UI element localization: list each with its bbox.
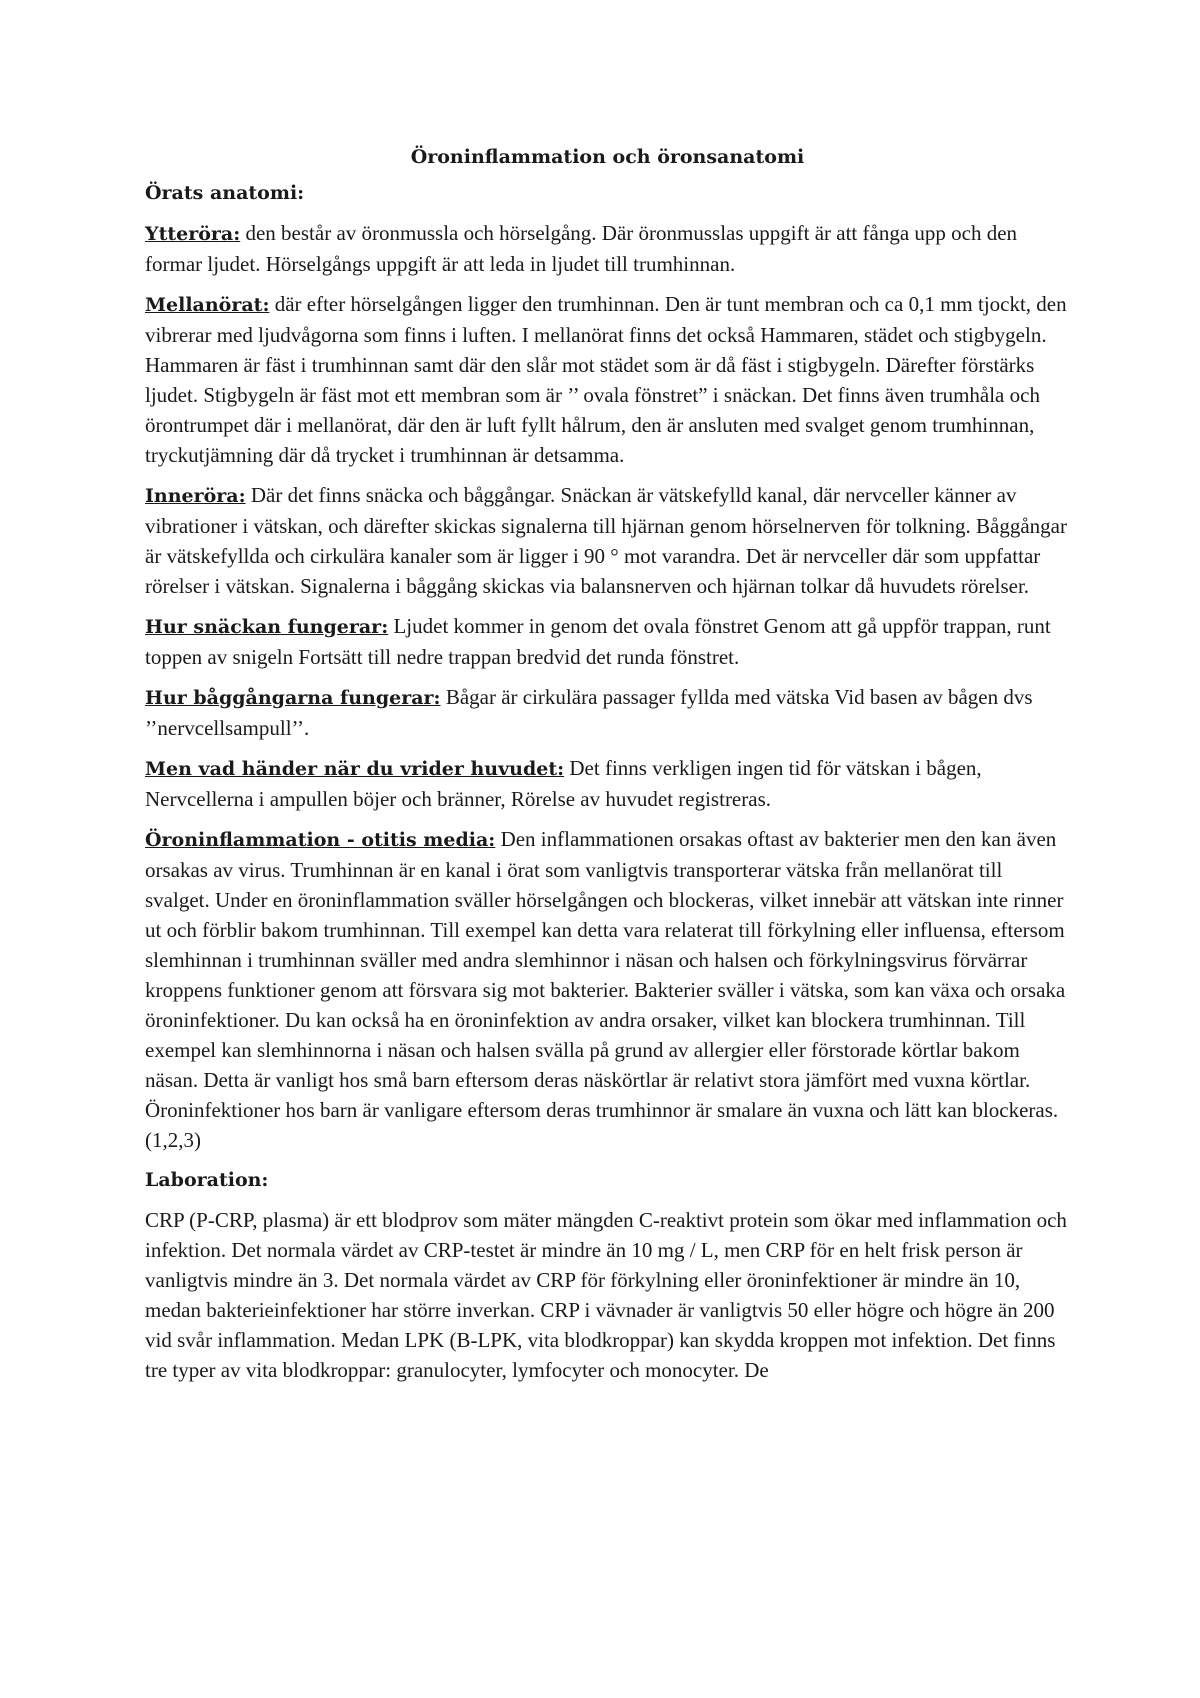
paragraph-text: där efter hörselgången ligger den trumhinnan. Den är tunt membran och ca 0,1 mm tjockt, den vibrerar med ljudvågorna som finns i luften. I mellanörat finns det också Hammaren, städet och stigbygeln. Hammaren är fäst i trumhinnan samt där den slår mot städet som är då fäst i stigbygeln. Därefter förstärks ljudet. Stigbygeln är fäst mot ett membran som är ’’ ovala fönstret” i snäckan. Det finns även trumhåla och örontrumpet där i mellanörat, där den är luft fyllt hålrum, den är ansluten med svalget genom trumhinnan, tryckutjämning där då trycket i trumhinnan är detsamma. <box>145 292 1067 467</box>
paragraph-text: Den inflammationen orsakas oftast av bakterier men den kan även orsakas av virus. Trumhinnan är en kanal i örat som vanligtvis transporterar vätska från mellanörat till svalget. Under en öroninflammation sväller hörselgången och blockeras, vilket innebär att vätskan inte rinner ut och förblir bakom trumhinnan. Till exempel kan detta vara relaterat till förkylning eller influensa, eftersom slemhinnan i trumhinnan sväller med andra slemhinnor i näsan och halsen och förkylningsvirus förvärrar kroppens funktioner genom att försvara sig mot bakterier. Bakterier sväller i vätska, som kan växa och orsaka öroninfektioner. Du kan också ha en öroninfektion av andra orsaker, vilket kan blockera trumhinnan. Till exempel kan slemhinnorna i näsan och halsen svälla på grund av allergier eller förstorade körtlar bakom näsan. Detta är vanligt hos små barn eftersom deras näskörtlar är relativt stora jämfört med vuxna körtlar. Öroninfektioner hos barn är vanligare eftersom deras trumhinnor är smalare än vuxna och lätt kan blockeras. (1,2,3) <box>145 827 1066 1152</box>
paragraph-lead: Ytteröra: <box>145 223 241 245</box>
paragraph-otitis-media <box>145 824 1070 1155</box>
paragraph-text: Där det finns snäcka och båggångar. Snäckan är vätskefylld kanal, där nervceller känner av vibrationer i vätskan, och därefter skickas signalerna till hjärnan genom hörselnerven för tolkning. Båggångar är vätskefyllda och cirkulära kanaler som är ligger i 90 ° mot varandra. Det är nervceller där som uppfattar rörelser i vätskan. Signalerna i båggång skickas via balansnerven och hjärnan tolkar då huvudets rörelser. <box>145 483 1067 598</box>
paragraph-innerora <box>145 480 1070 601</box>
paragraph-text: Det finns verkligen ingen tid för vätskan i bågen, Nervcellerna i ampullen böjer och bränner, Rörelse av huvudet registreras. <box>145 756 982 811</box>
paragraph-lead: Hur snäckan fungerar: <box>145 616 389 638</box>
paragraph-text: den består av öronmussla och hörselgång. Där öronmusslas uppgift är att fånga upp och den formar ljudet. Hörselgångs uppgift är att leda in ljudet till trumhinnan. <box>145 221 1018 276</box>
document-body <box>145 142 1070 1395</box>
paragraph-baggangarna <box>145 682 1070 743</box>
section-heading-laboration: Laboration: <box>145 1169 269 1191</box>
paragraph-text: Bågar är cirkulära passager fyllda med vätska Vid basen av bågen dvs ’’nervcellsampull’’. <box>145 685 1033 740</box>
paragraph-lead: Mellanörat: <box>145 294 270 316</box>
paragraph-lead: Inneröra: <box>145 485 246 507</box>
document-title: Öroninflammation och öronsanatomi <box>410 146 805 168</box>
paragraph-mellanorat <box>145 289 1070 470</box>
paragraph-ytterora <box>145 218 1070 279</box>
paragraph-snackan <box>145 611 1070 672</box>
paragraph-text: Ljudet kommer in genom det ovala fönstret Genom att gå uppför trappan, runt toppen av snigeln Fortsätt till nedre trappan bredvid det runda fönstret. <box>145 614 1051 669</box>
paragraph-lead: Men vad händer när du vrider huvudet: <box>145 758 565 780</box>
paragraph-laboration: CRP (P-CRP, plasma) är ett blodprov som mäter mängden C-reaktivt protein som ökar med inflammation och infektion. Det normala värdet av CRP-testet är mindre än 10 mg / L, men CRP för en helt frisk person är vanligtvis mindre än 3. Det normala värdet av CRP för förkylning eller öroninfektioner är mindre än 10, medan bakterieinfektioner har större inverkan. CRP i vävnader är vanligtvis 50 eller högre och högre än 200 vid svår inflammation. Medan LPK (B-LPK, vita blodkroppar) kan skydda kroppen mot infektion. Det finns tre typer av vita blodkroppar: granulocyter, lymfocyter och monocyter. De <box>145 1208 1067 1382</box>
paragraph-vrider-huvudet <box>145 753 1070 814</box>
paragraph-lead: Öroninflammation - otitis media: <box>145 829 496 851</box>
paragraph-lead: Hur båggångarna fungerar: <box>145 687 441 709</box>
section-heading-anatomy: Örats anatomi: <box>145 182 305 204</box>
